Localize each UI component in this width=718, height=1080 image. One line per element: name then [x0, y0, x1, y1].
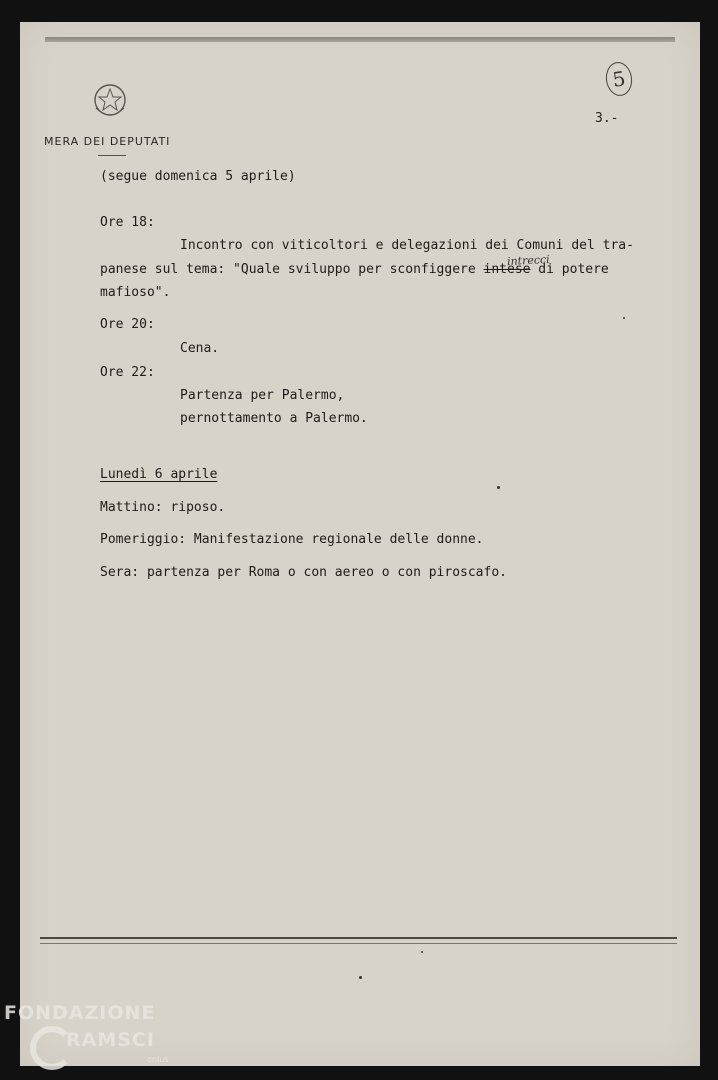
- page-number: 3.-: [595, 111, 619, 126]
- folio-mark: 5: [604, 60, 634, 97]
- entry-text: di potere: [530, 262, 609, 277]
- bottom-rule: [40, 943, 677, 944]
- entry-text: pernottamento a Palermo.: [180, 411, 368, 426]
- handwritten-correction: intrecci: [506, 252, 550, 269]
- paper-speck: [421, 951, 423, 953]
- institution-header: MERA DEI DEPUTATI: [44, 135, 171, 148]
- republic-emblem-icon: [90, 80, 130, 124]
- watermark-suffix: onlus: [147, 1055, 169, 1064]
- struck-word: intese: [483, 262, 531, 277]
- entry-text: Partenza per Palermo,: [180, 388, 345, 403]
- entry-text: panese sul tema: "Quale sviluppo per sconfiggere: [100, 262, 484, 277]
- header-underline: [98, 155, 126, 156]
- paper-speck: [623, 317, 625, 319]
- document-page: [20, 22, 700, 1066]
- bottom-rule: [40, 937, 677, 939]
- watermark-text: RAMSCI: [66, 1029, 155, 1051]
- continuation-note: (segue domenica 5 aprile): [100, 169, 296, 184]
- paper-speck: [497, 486, 500, 489]
- schedule-item: Mattino: riposo.: [100, 500, 226, 515]
- entry-text: Cena.: [180, 341, 220, 356]
- schedule-item: Sera: partenza per Roma o con aereo o con piroscafo.: [100, 565, 507, 580]
- schedule-item: Pomeriggio: Manifestazione regionale delle donne.: [100, 532, 484, 547]
- top-rule: [45, 37, 675, 42]
- archive-watermark: [4, 1002, 184, 1076]
- time-label: Ore 18:: [100, 215, 155, 230]
- day-heading: Lunedì 6 aprile: [100, 467, 218, 482]
- entry-text: Incontro con viticoltori e delegazioni dei Comuni del tra-: [180, 238, 634, 253]
- time-label: Ore 22:: [100, 365, 155, 380]
- paper-speck: [359, 976, 362, 979]
- entry-text: mafioso".: [100, 285, 171, 300]
- time-label: Ore 20:: [100, 317, 155, 332]
- watermark-text: FONDAZIONE: [4, 1002, 156, 1024]
